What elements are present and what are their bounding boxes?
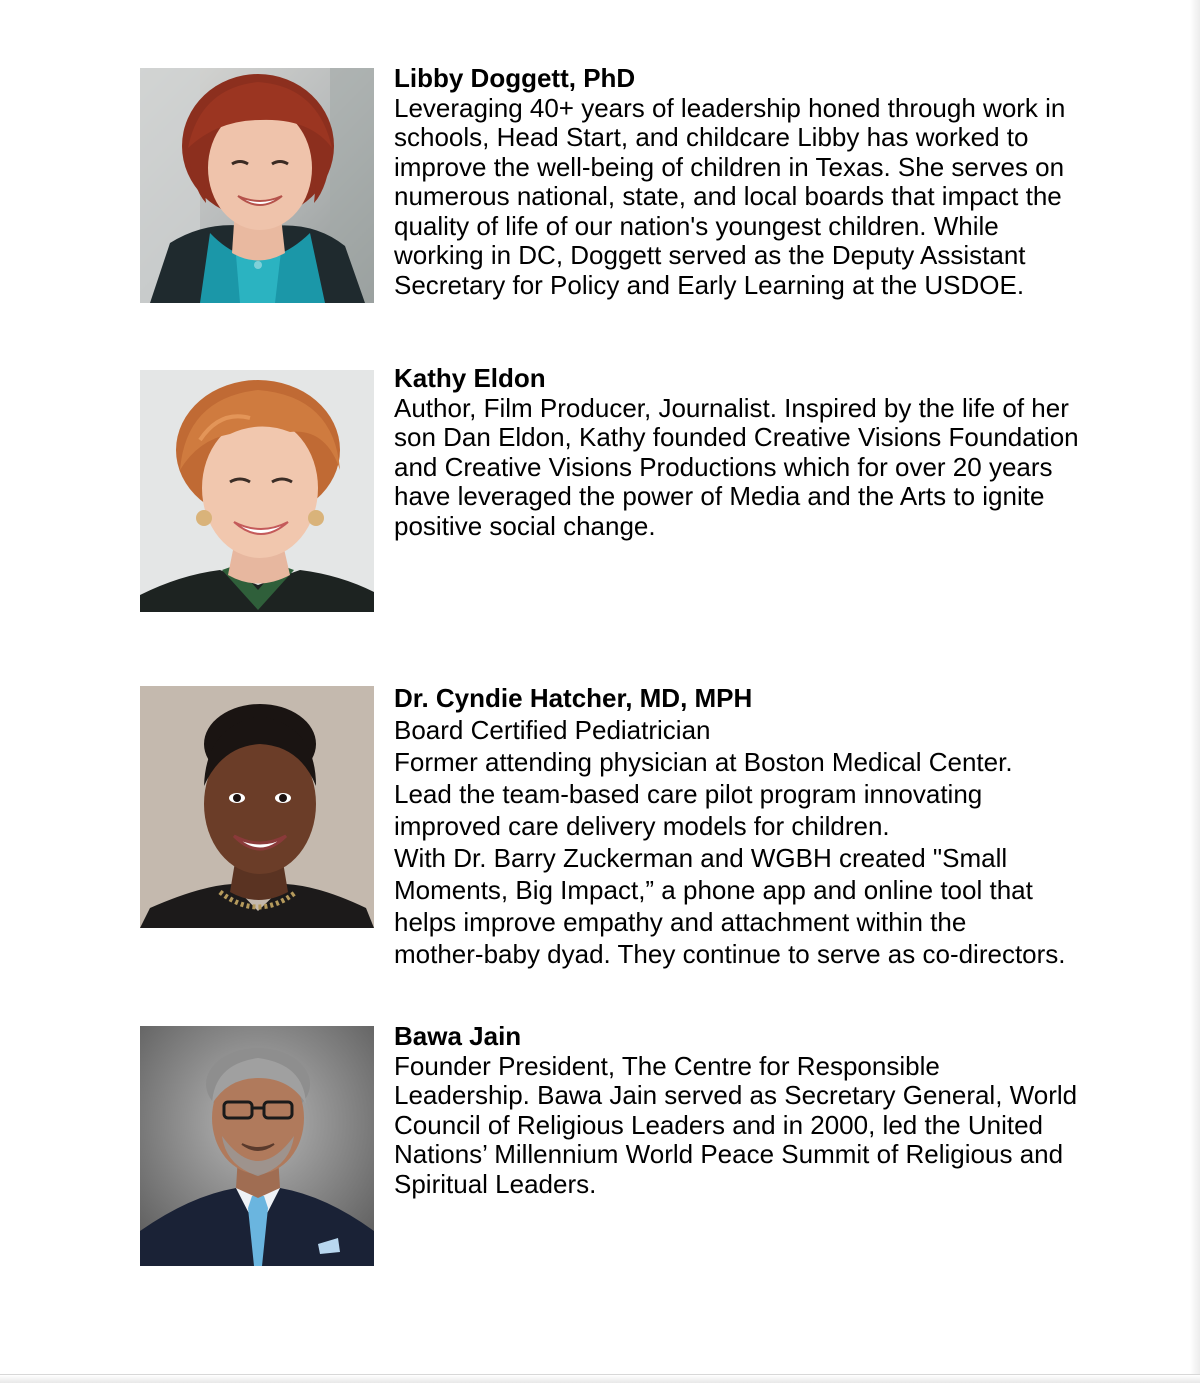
bio-line: Lead the team-based care pilot program innovating bbox=[394, 779, 983, 809]
bio-line: working in DC, Doggett served as the Deputy Assistant bbox=[394, 240, 1026, 270]
person-name: Dr. Cyndie Hatcher, MD, MPH bbox=[394, 683, 753, 713]
bio-line: numerous national, state, and local boards that impact the bbox=[394, 181, 1062, 211]
bio-line: Board Certified Pediatrician bbox=[394, 715, 711, 745]
bio-text bbox=[394, 682, 1124, 970]
portrait-photo bbox=[140, 1026, 374, 1266]
person-name: Bawa Jain bbox=[394, 1021, 522, 1051]
bio-line: With Dr. Barry Zuckerman and WGBH created "Small bbox=[394, 843, 1008, 873]
portrait-kathy-eldon bbox=[140, 370, 374, 612]
bio-line: improve the well-being of children in Texas. She serves on bbox=[394, 151, 1065, 182]
bio-line: helps improve empathy and attachment within the bbox=[394, 907, 967, 937]
bio-text bbox=[394, 64, 1124, 300]
person-name: Kathy Eldon bbox=[394, 363, 546, 393]
portrait-photo bbox=[140, 68, 374, 303]
portrait-cyndie-hatcher bbox=[140, 686, 374, 928]
bio-line: Leveraging 40+ years of leadership honed through work in bbox=[394, 92, 1066, 123]
bio-line: Leadership. Bawa Jain served as Secretary General, World bbox=[394, 1080, 1078, 1110]
bio-line: son Dan Eldon, Kathy founded Creative Visions Foundation bbox=[394, 422, 1079, 452]
portrait-libby-doggett bbox=[140, 68, 374, 303]
bio-line: schools, Head Start, and childcare Libby has worked to bbox=[394, 122, 1029, 152]
bio-line: Council of Religious Leaders and in 2000, led the United bbox=[394, 1109, 1043, 1140]
person-name: Libby Doggett, PhD bbox=[394, 63, 636, 93]
bio-line: and Creative Visions Productions which for over 20 years bbox=[394, 451, 1053, 482]
bio-line: Author, Film Producer, Journalist. Inspired by the life of her bbox=[394, 392, 1069, 423]
bio-line: improved care delivery models for children. bbox=[394, 811, 890, 841]
bio-line: Spiritual Leaders. bbox=[394, 1168, 597, 1199]
portrait-photo bbox=[140, 370, 374, 612]
bio-line: mother-baby dyad. They continue to serve as co-directors. bbox=[394, 939, 1066, 969]
portrait-bawa-jain bbox=[140, 1026, 374, 1266]
page-edge-shadow bbox=[1190, 0, 1200, 1383]
bio-line: Moments, Big Impact,” a phone app and online tool that bbox=[394, 875, 1033, 905]
bio-line: Nations’ Millennium World Peace Summit of Religious and bbox=[394, 1139, 1064, 1169]
bio-line: quality of life of our nation's youngest children. While bbox=[394, 210, 999, 241]
portrait-photo bbox=[140, 686, 374, 928]
bio-text bbox=[394, 1022, 1124, 1199]
bio-line: Secretary for Policy and Early Learning at the USDOE. bbox=[394, 269, 1025, 300]
page-bottom-edge bbox=[0, 1374, 1200, 1383]
bio-line: have leveraged the power of Media and the Arts to ignite bbox=[394, 481, 1045, 511]
bio-line: Founder President, The Centre for Responsible bbox=[394, 1050, 940, 1081]
bio-line: Former attending physician at Boston Medical Center. bbox=[394, 747, 1013, 777]
bio-line: positive social change. bbox=[394, 510, 656, 541]
bio-text bbox=[394, 364, 1124, 541]
